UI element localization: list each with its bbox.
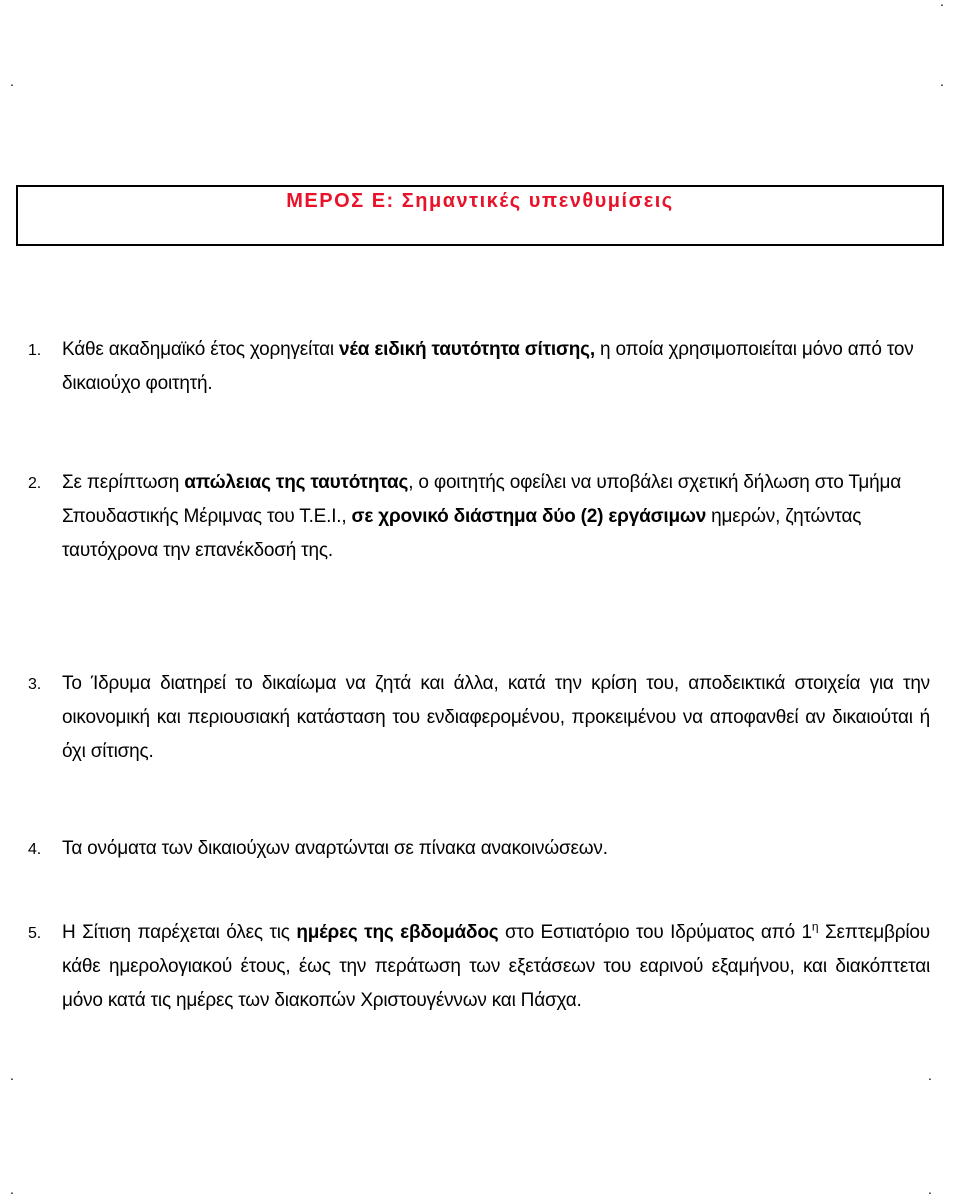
- dot-mark: .: [940, 73, 944, 89]
- item-number: 5.: [28, 925, 41, 942]
- dot-mark: .: [10, 1181, 14, 1197]
- dot-mark: .: [10, 1067, 14, 1083]
- dot-mark: .: [940, 0, 944, 9]
- list-item: [28, 667, 930, 769]
- item-number: 3.: [28, 676, 41, 693]
- item-text: Η Σίτιση παρέχεται όλες τις ημέρες της εβδομάδος στο Εστιατόριο του Ιδρύματος από $1^\eta$ Σεπτεμβρίου κάθε ημερολογιακού έτους, έως την περάτωση των εξετάσεων του εαρινού εξαμήνου, και διακόπτεται μόνο κατά τις ημέρες των διακοπών Χριστουγέννων και Πάσχα.: [62, 919, 930, 1011]
- list-item: [28, 333, 930, 401]
- item-number: 4.: [28, 841, 41, 858]
- list-item: [28, 832, 930, 866]
- item-text: Το Ίδρυμα διατηρεί το δικαίωμα να ζητά και άλλα, κατά την κρίση του, αποδεικτικά στοιχεία για την οικονομική και περιουσιακή κατάσταση του ενδιαφερομένου, προκειμένου να αποφανθεί αν δικαιούται ή όχι σίτισης.: [62, 673, 930, 762]
- dot-mark: .: [928, 1181, 932, 1197]
- dot-mark: .: [928, 1067, 932, 1083]
- list-item: [28, 466, 930, 568]
- item-text: Σε περίπτωση απώλειας της ταυτότητας, ο φοιτητής οφείλει να υποβάλει σχετική δήλωση στο Τμήμα Σπουδαστικής Μέριμνας του Τ.Ε.Ι., σε χρονικό διάστημα δύο (2) εργάσιμων ημερών, ζητώντας ταυτόχρονα την επανέκδοσή της.: [62, 472, 902, 561]
- item-number: 2.: [28, 475, 41, 492]
- item-number: 1.: [28, 342, 41, 359]
- item-text: Τα ονόματα των δικαιούχων αναρτώνται σε πίνακα ανακοινώσεων.: [62, 838, 608, 859]
- section-title: ΜΕΡΟΣ Ε: Σημαντικές υπενθυμίσεις: [286, 190, 674, 212]
- list-item: [28, 916, 930, 1018]
- item-text: Κάθε ακαδημαϊκό έτος χορηγείται νέα ειδική ταυτότητα σίτισης, η οποία χρησιμοποιείται μόνο από τον δικαιούχο φοιτητή.: [62, 339, 914, 394]
- dot-mark: .: [10, 73, 14, 89]
- section-header-box: [16, 185, 944, 246]
